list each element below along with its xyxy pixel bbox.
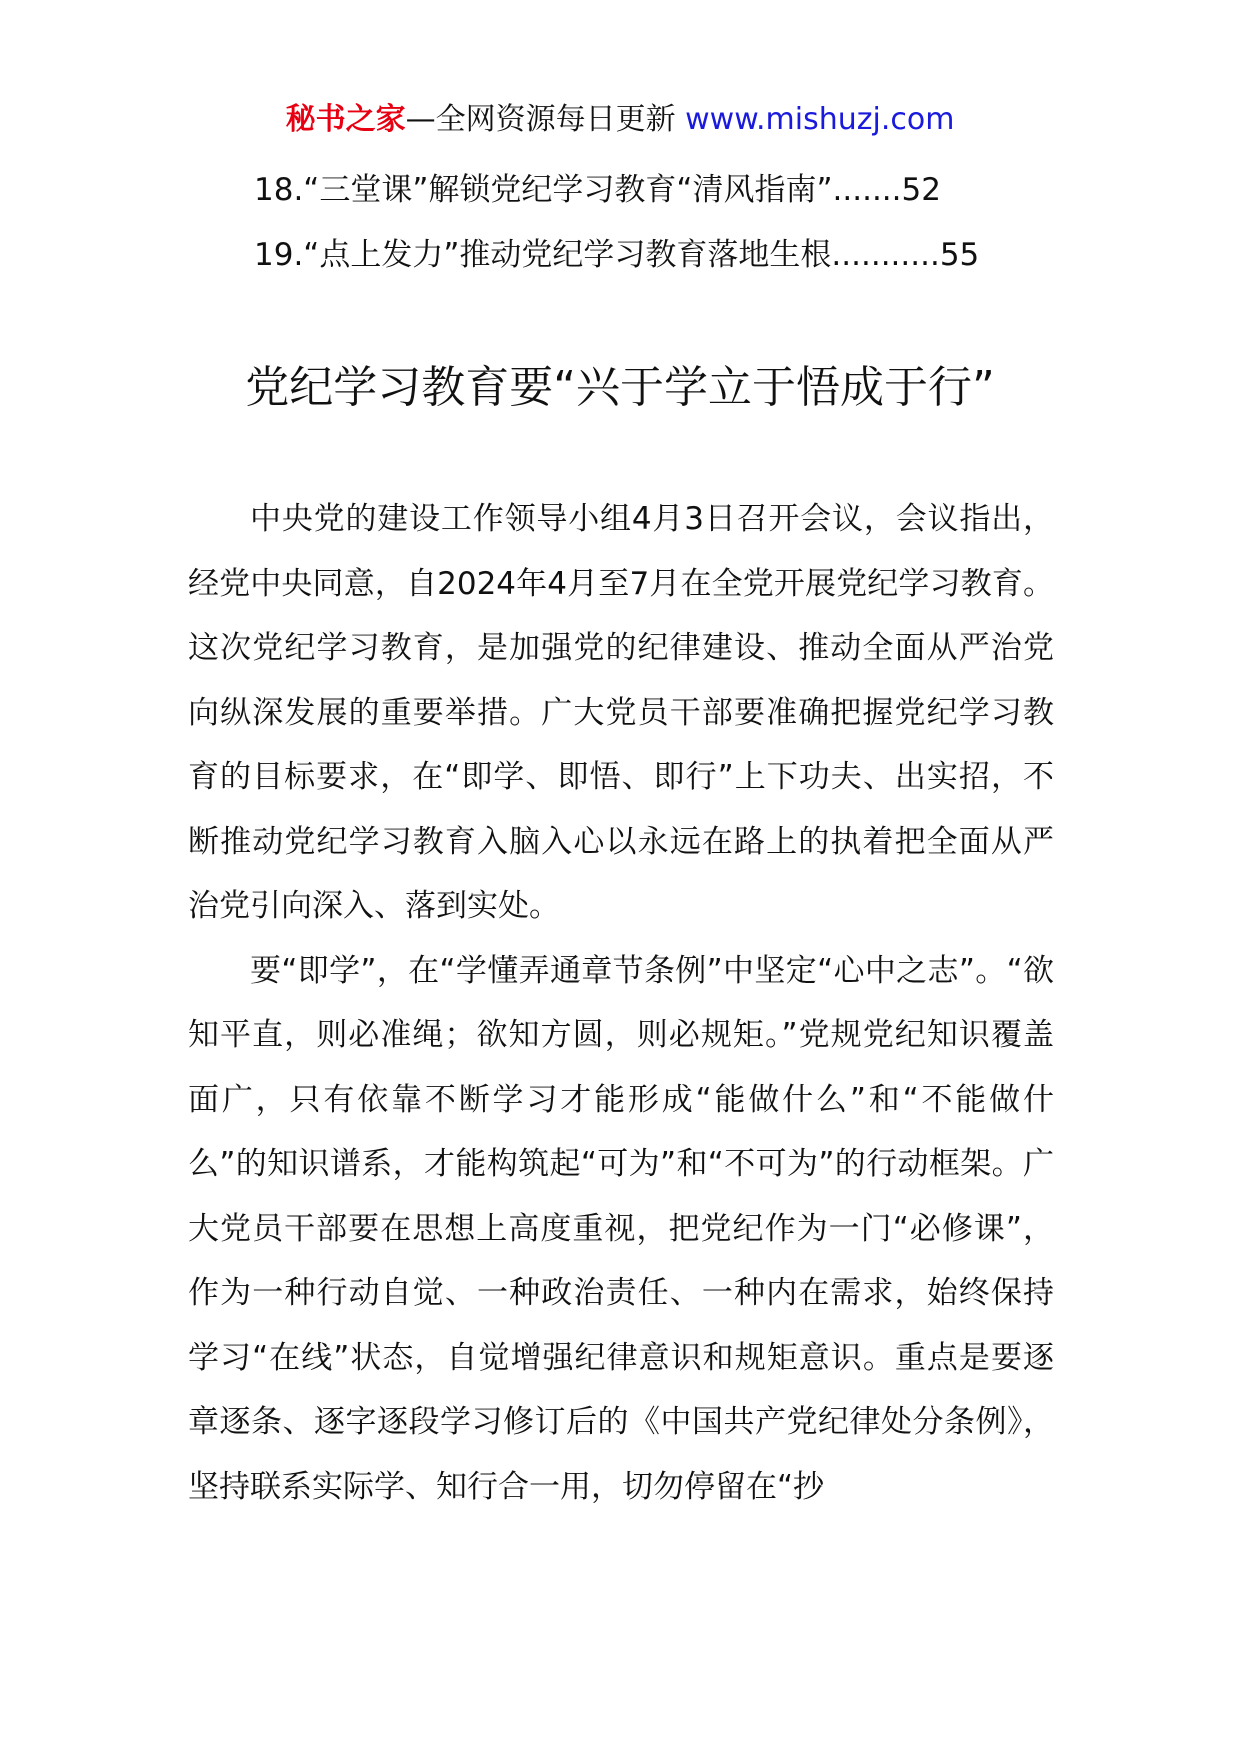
paragraph: 中央党的建设工作领导小组4月3日召开会议，会议指出，经党中央同意，自2024年4月至7月在全党开展党纪学习教育。这次党纪学习教育，是加强党的纪律建设、推动全面从严治党向纵深发展的重要举措。广大党员干部要准确把握党纪学习教育的目标要求，在“即学、即悟、即行”上下功夫、出实招，不断推动党纪学习教育入脑入心以永远在路上的执着把全面从严治党引向深入、落到实处。 (188, 501, 1054, 924)
header-tagline: —全网资源每日更新 (405, 102, 686, 137)
brand-name: 秘书之家 (285, 102, 406, 137)
header-banner (0, 100, 1240, 140)
toc-item[interactable]: 18.“三堂课”解锁党纪学习教育“清风指南”.......52 (254, 172, 941, 208)
website-link[interactable]: www.mishuzj.com (685, 102, 955, 137)
toc-item[interactable]: 19.“点上发力”推动党纪学习教育落地生根...........55 (254, 237, 980, 273)
article-body (188, 487, 1054, 1519)
article-title: 党纪学习教育要“兴于学立于悟成于行” (245, 362, 995, 413)
paragraph: 要“即学”，在“学懂弄通章节条例”中坚定“心中之志”。“欲知平直，则必准绳；欲知方圆，则必规矩。”党规党纪知识覆盖面广，只有依靠不断学习才能形成“能做什么”和“不能做什么”的知识谱系，才能构筑起“可为”和“不可为”的行动框架。广大党员干部要在思想上高度重视，把党纪作为一门“必修课”，作为一种行动自觉、一种政治责任、一种内在需求，始终保持学习“在线”状态，自觉增强纪律意识和规矩意识。重点是要逐章逐条、逐字逐段学习修订后的《中国共产党纪律处分条例》，坚持联系实际学、知行合一用，切勿停留在“抄 (188, 952, 1054, 1505)
